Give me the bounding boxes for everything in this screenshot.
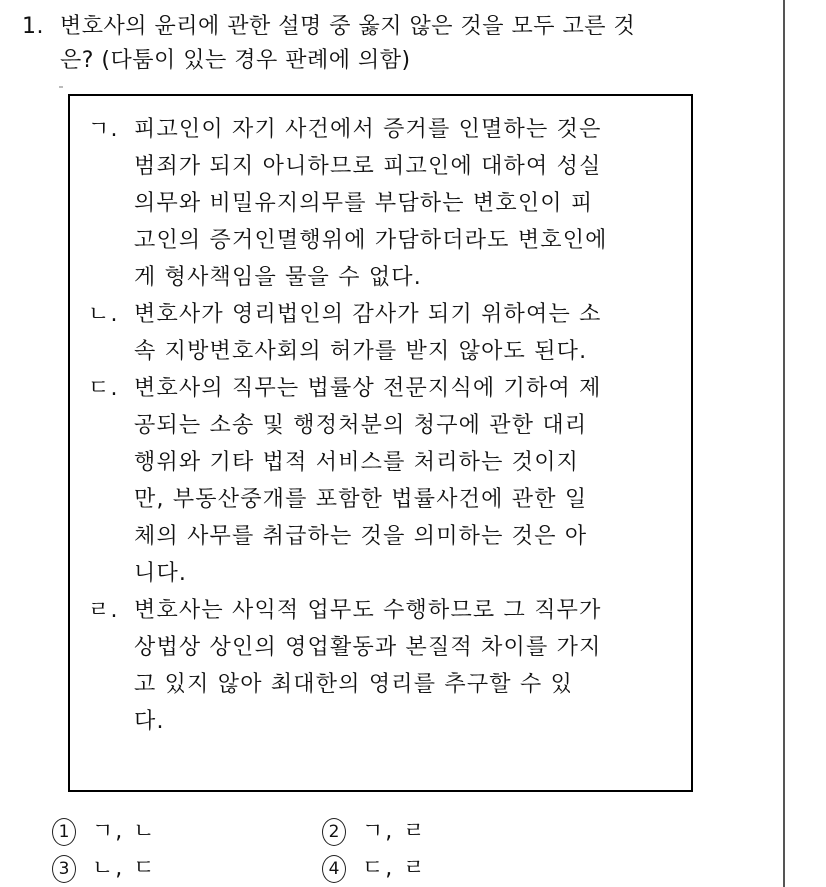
choice-text: ㄱ, ㄹ	[362, 819, 427, 844]
circled-number-3-icon: 3	[52, 855, 76, 883]
statement-line: 속 지방변호사회의 허가를 받지 않아도 된다.	[134, 339, 588, 364]
statement-rieul	[88, 592, 691, 740]
column-divider	[783, 0, 785, 887]
question-number: 1.	[22, 14, 44, 39]
statement-giyeok	[88, 111, 691, 296]
statement-line: 변호사는 사익적 업무도 수행하므로 그 직무가	[134, 598, 602, 623]
choice-text: ㄷ, ㄹ	[362, 856, 427, 881]
statement-line: 변호사의 직무는 법률상 전문지식에 기하여 제	[134, 376, 602, 401]
answer-choices	[52, 813, 752, 887]
statement-label: ㄹ.	[88, 598, 119, 623]
statement-line: 의무와 비밀유지의무를 부담하는 변호인이 피	[134, 191, 594, 216]
circled-number-4-icon: 4	[322, 855, 346, 883]
statement-line: 고인의 증거인멸행위에 가담하더라도 변호인에	[134, 228, 608, 253]
choice-row-1	[52, 813, 752, 850]
scan-artifact-mark	[59, 86, 63, 88]
question-stem	[22, 10, 782, 78]
statement-line: 행위와 기타 법적 서비스를 처리하는 것이지	[134, 450, 580, 475]
statement-line: 만, 부동산중개를 포함한 법률사건에 관한 일	[134, 487, 588, 512]
choice-4[interactable]	[322, 850, 592, 887]
statement-label: ㄱ.	[88, 117, 119, 142]
statement-line: 게 형사책임을 물을 수 없다.	[134, 265, 422, 290]
statement-line: 피고인이 자기 사건에서 증거를 인멸하는 것은	[134, 117, 602, 142]
statements-box	[68, 94, 693, 792]
question-text-line-1: 변호사의 윤리에 관한 설명 중 옳지 않은 것을 모두 고른 것	[60, 14, 636, 39]
statement-digeut	[88, 370, 691, 592]
statement-line: 니다.	[134, 561, 188, 586]
choice-text: ㄴ, ㄷ	[92, 856, 157, 881]
statement-nieun	[88, 296, 691, 370]
statement-line: 다.	[134, 709, 165, 734]
statement-line: 공되는 소송 및 행정처분의 청구에 관한 대리	[134, 413, 588, 438]
statement-line: 체의 사무를 취급하는 것을 의미하는 것은 아	[134, 524, 588, 549]
choice-1[interactable]	[52, 813, 322, 850]
statement-line: 범죄가 되지 아니하므로 피고인에 대하여 성실	[134, 154, 602, 179]
circled-number-1-icon: 1	[52, 818, 76, 846]
statement-label: ㄷ.	[88, 376, 119, 401]
question-line-1	[22, 10, 782, 44]
question-text-line-2: 은? (다툼이 있는 경우 판례에 의함)	[60, 48, 411, 73]
choice-text: ㄱ, ㄴ	[92, 819, 157, 844]
statement-label: ㄴ.	[88, 302, 119, 327]
statement-line: 변호사가 영리법인의 감사가 되기 위하여는 소	[134, 302, 602, 327]
choice-2[interactable]	[322, 813, 592, 850]
circled-number-2-icon: 2	[322, 818, 346, 846]
choice-3[interactable]	[52, 850, 322, 887]
choice-row-2	[52, 850, 752, 887]
statement-line: 고 있지 않아 최대한의 영리를 추구할 수 있	[134, 672, 574, 697]
statement-line: 상법상 상인의 영업활동과 본질적 차이를 가지	[134, 635, 602, 660]
